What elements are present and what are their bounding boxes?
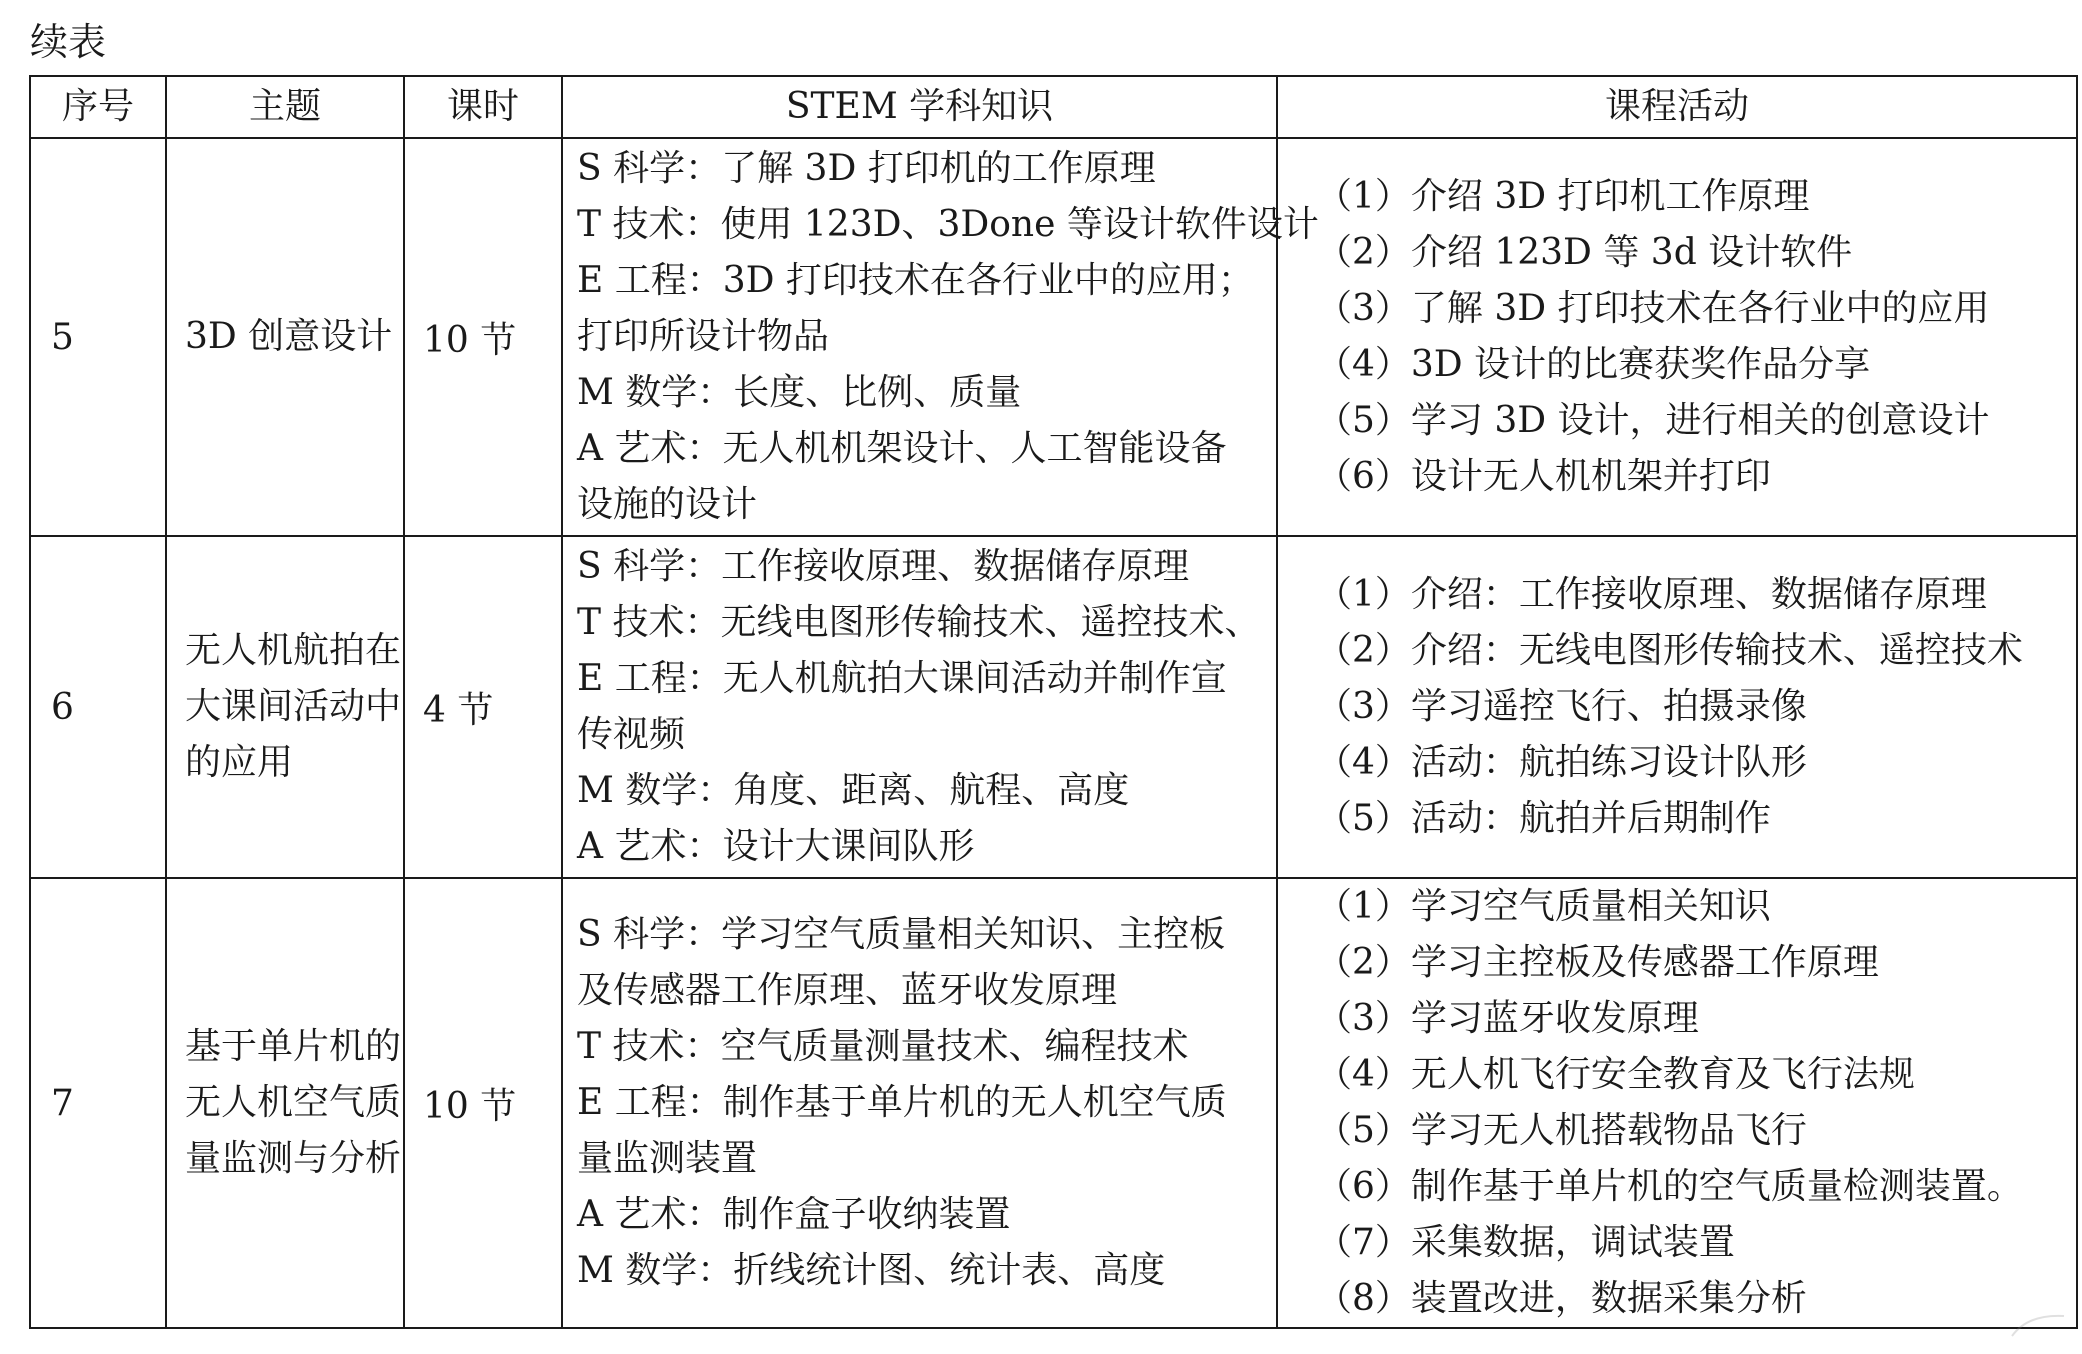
row-hours: 10 节	[404, 878, 562, 1328]
stem-line: A 艺术：无人机机架设计、人工智能设备	[577, 428, 1227, 469]
activity-line: （1）介绍：工作接收原理、数据储存原理	[1316, 574, 1987, 615]
header-num: 序号	[30, 76, 166, 138]
row-stem-knowledge	[562, 878, 1277, 1328]
activity-line: （5）活动：航拍并后期制作	[1316, 798, 1771, 839]
stem-line: S 科学：工作接收原理、数据储存原理	[577, 546, 1190, 587]
stem-line: 传视频	[577, 714, 686, 755]
row-activities	[1277, 878, 2077, 1328]
stem-line: 打印所设计物品	[577, 316, 830, 357]
activity-line: （3）学习蓝牙收发原理	[1316, 998, 1699, 1039]
row-num: 7	[30, 878, 166, 1328]
stem-line: T 技术：空气质量测量技术、编程技术	[577, 1026, 1189, 1067]
stem-line: M 数学：角度、距离、航程、高度	[577, 770, 1130, 811]
row-stem-knowledge	[562, 536, 1277, 878]
table-header-row	[30, 76, 2077, 138]
activity-line: （5）学习 3D 设计，进行相关的创意设计	[1316, 400, 1990, 441]
stem-line: A 艺术：制作盒子收纳装置	[577, 1194, 1011, 1235]
row-topic: 3D 创意设计	[166, 138, 404, 536]
row-hours: 10 节	[404, 138, 562, 536]
row-num: 5	[30, 138, 166, 536]
header-topic: 主题	[166, 76, 404, 138]
stem-line: 设施的设计	[577, 484, 758, 525]
table-row	[30, 536, 2077, 878]
activity-line: （1）介绍 3D 打印机工作原理	[1316, 176, 1810, 217]
activity-line: （7）采集数据，调试装置	[1316, 1222, 1735, 1263]
header-stem: STEM 学科知识	[562, 76, 1277, 138]
table-row	[30, 138, 2077, 536]
row-activities	[1277, 536, 2077, 878]
stem-line: 量监测装置	[577, 1138, 758, 1179]
row-activities	[1277, 138, 2077, 536]
activity-line: （4）无人机飞行安全教育及飞行法规	[1316, 1054, 1915, 1095]
stem-line: T 技术：无线电图形传输技术、遥控技术、	[577, 602, 1261, 643]
stem-line: S 科学：学习空气质量相关知识、主控板	[577, 914, 1226, 955]
stem-line: M 数学：长度、比例、质量	[577, 372, 1022, 413]
activity-line: （6）制作基于单片机的空气质量检测装置。	[1316, 1166, 2023, 1207]
stem-line: 及传感器工作原理、蓝牙收发原理	[577, 970, 1118, 1011]
activity-line: （3）了解 3D 打印技术在各行业中的应用	[1316, 288, 1990, 329]
row-topic: 无人机航拍在大课间活动中的应用	[166, 536, 404, 878]
row-stem-knowledge	[562, 138, 1319, 536]
row-topic: 基于单片机的无人机空气质量监测与分析	[166, 878, 404, 1328]
activity-line: （4）3D 设计的比赛获奖作品分享	[1316, 344, 1871, 385]
activity-line: （3）学习遥控飞行、拍摄录像	[1316, 686, 1807, 727]
table-row	[30, 878, 2077, 1328]
activity-line: （2）介绍：无线电图形传输技术、遥控技术	[1316, 630, 2023, 671]
activity-line: （1）学习空气质量相关知识	[1316, 886, 1771, 927]
header-activities: 课程活动	[1277, 76, 2077, 138]
table-caption: 续表	[30, 20, 107, 64]
watermark-mark	[2008, 1310, 2068, 1340]
stem-line: A 艺术：设计大课间队形	[577, 826, 975, 867]
row-hours: 4 节	[404, 536, 562, 878]
stem-line: T 技术：使用 123D、3Done 等设计软件设计	[577, 204, 1319, 245]
activity-line: （2）介绍 123D 等 3d 设计软件	[1316, 232, 1853, 273]
activity-line: （4）活动：航拍练习设计队形	[1316, 742, 1807, 783]
row-num: 6	[30, 536, 166, 878]
header-hours: 课时	[404, 76, 562, 138]
stem-line: M 数学：折线统计图、统计表、高度	[577, 1250, 1166, 1291]
activity-line: （5）学习无人机搭载物品飞行	[1316, 1110, 1807, 1151]
activity-line: （2）学习主控板及传感器工作原理	[1316, 942, 1879, 983]
activity-line: （8）装置改进，数据采集分析	[1316, 1278, 1807, 1319]
stem-line: E 工程：3D 打印技术在各行业中的应用；	[577, 260, 1254, 301]
stem-line: E 工程：制作基于单片机的无人机空气质	[577, 1082, 1227, 1123]
stem-line: E 工程：无人机航拍大课间活动并制作宣	[577, 658, 1227, 699]
course-table	[29, 75, 2078, 1329]
activity-line: （6）设计无人机机架并打印	[1316, 456, 1771, 497]
stem-line: S 科学：了解 3D 打印机的工作原理	[577, 148, 1156, 189]
